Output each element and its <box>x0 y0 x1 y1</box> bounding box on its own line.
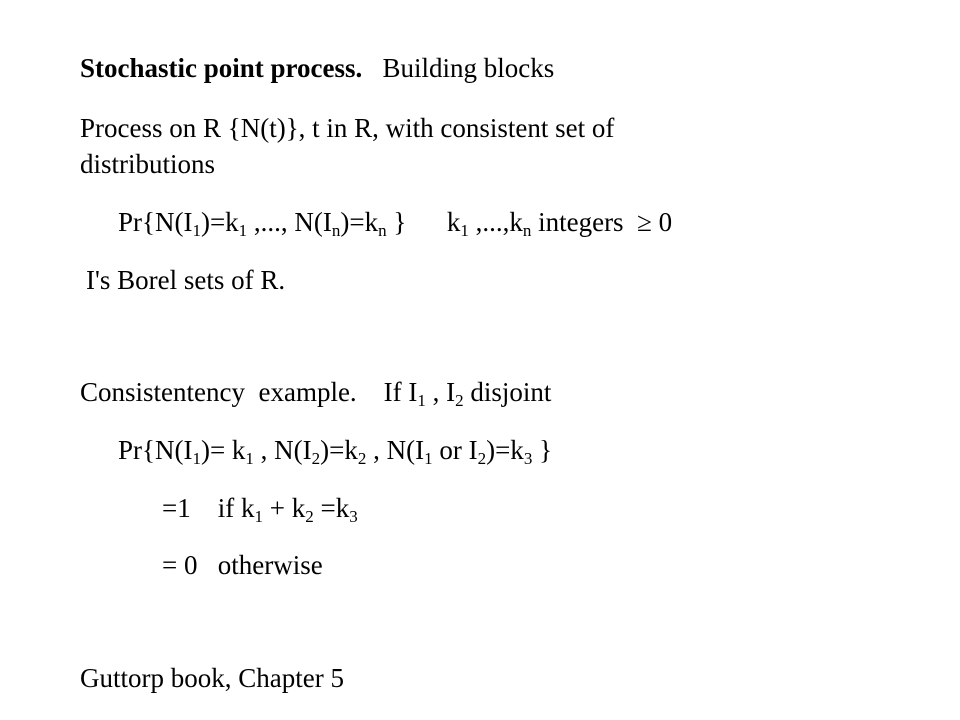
definition-line-2: distributions <box>80 149 216 179</box>
formula-text: Pr{N(I <box>118 207 193 237</box>
example-text: , I <box>425 377 456 407</box>
case-equals-one <box>162 492 358 524</box>
title-bold-part: Stochastic point process. <box>80 53 363 83</box>
subscript: 1 <box>245 449 254 468</box>
formula-text: ,...,k <box>468 207 523 237</box>
subscript: 1 <box>192 221 201 240</box>
formula-text: )=k <box>320 435 358 465</box>
formula-text: )=k <box>200 207 239 237</box>
subscript: n <box>522 221 532 240</box>
formula-text: )=k <box>340 207 379 237</box>
subscript: 3 <box>523 449 533 468</box>
consistency-example-heading <box>80 376 551 408</box>
subscript: 1 <box>238 221 248 240</box>
subscript: 2 <box>477 449 487 468</box>
case-text: + k <box>262 493 306 523</box>
subscript: 1 <box>417 391 426 410</box>
formula-text: )= k <box>200 435 246 465</box>
example-text: disjoint <box>463 377 552 407</box>
formula-text: ,..., N(I <box>247 207 332 237</box>
definition-line-1: Process on R {N(t)}, t in R, with consistent set of <box>80 113 615 143</box>
subscript: 2 <box>305 507 314 526</box>
borel-sets-note: I's Borel sets of R. <box>86 265 286 295</box>
subscript: 2 <box>455 391 464 410</box>
book-reference: Guttorp book, Chapter 5 <box>80 663 344 693</box>
subscript: 1 <box>192 449 201 468</box>
formula-text: Pr{N(I <box>118 435 193 465</box>
formula-text: or I <box>432 435 478 465</box>
subscript: n <box>378 221 387 240</box>
case-text: =1 if k <box>162 493 255 523</box>
formula-text: } k <box>386 207 461 237</box>
formula-text: , N(I <box>366 435 425 465</box>
subscript: 3 <box>349 507 358 526</box>
subscript: 2 <box>357 449 367 468</box>
title-rest: Building blocks <box>382 53 555 83</box>
formula-text: } <box>532 435 553 465</box>
case-equals-zero: = 0 otherwise <box>162 550 323 580</box>
formula-text: )=k <box>486 435 524 465</box>
subscript: 1 <box>424 449 433 468</box>
case-text: =k <box>313 493 350 523</box>
subscript: 1 <box>254 507 263 526</box>
formula-text: integers ≥ 0 <box>531 207 673 237</box>
subscript: 1 <box>460 221 469 240</box>
subscript: n <box>331 221 341 240</box>
consistency-formula <box>118 434 552 466</box>
joint-distribution-formula <box>118 206 672 238</box>
slide-title <box>80 52 554 84</box>
example-text: Consistentency example. If I <box>80 377 418 407</box>
subscript: 2 <box>311 449 321 468</box>
formula-text: , N(I <box>253 435 312 465</box>
